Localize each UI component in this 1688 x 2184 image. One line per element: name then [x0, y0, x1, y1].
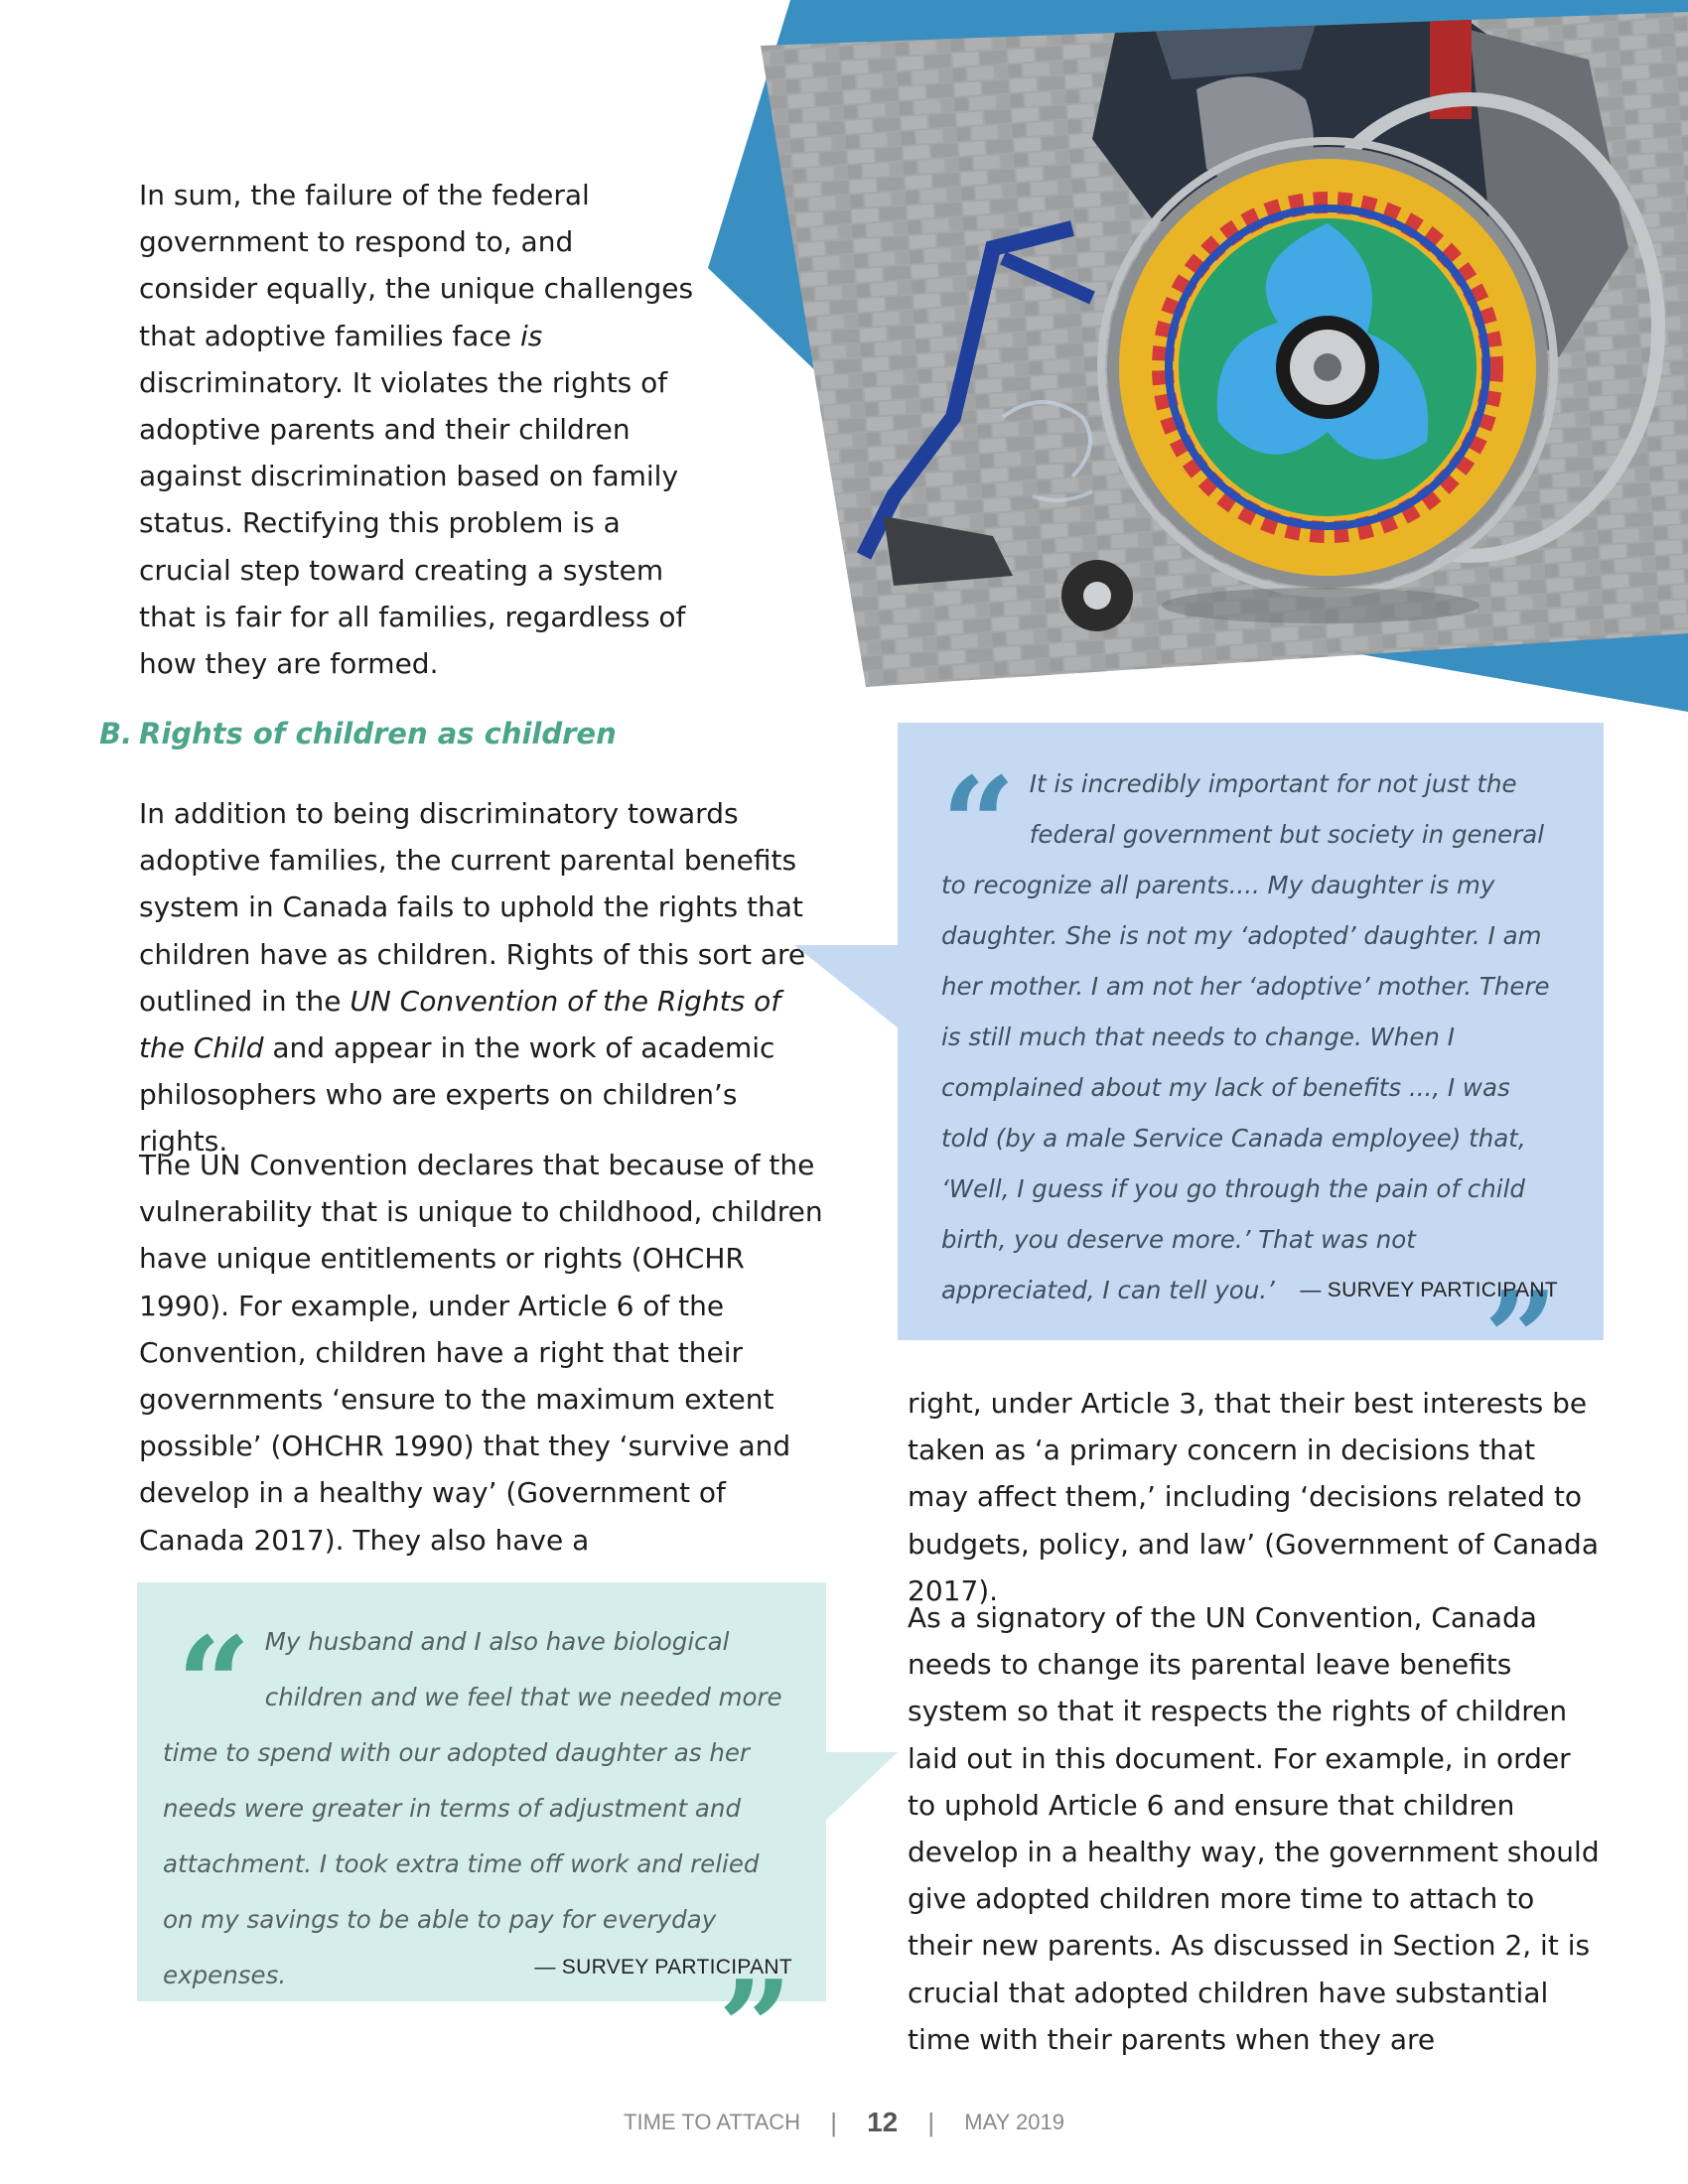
quote-body: It is incredibly important for not just the federal government but society in general to recognize all parents.... My daughter is my daughter. She is not my ‘adopted’ daughter. I am her mother. I am not her ‘adoptive’ mother. There is still much that needs to change. When I complained about my lack of benefits ..., I was told (by a male Service Canada employee) that, ‘Well, I guess if you go through the pain of child birth, you deserve more.’ That was not appreciated, I can tell you.’ [941, 769, 1550, 1304]
quote-text [941, 749, 1558, 1415]
heading-text: Rights of children as children [139, 717, 617, 751]
text-run: and appear in the work of academic philosophers who are experts on children’s rights. [139, 1031, 775, 1159]
pull-quote-blue [898, 723, 1604, 1415]
pull-quote-green [137, 1582, 826, 2104]
heading-letter: B. [99, 717, 133, 751]
page-footer [0, 2107, 1688, 2138]
emphasis-run: UN Convention of the Rights of the Child [139, 984, 781, 1065]
open-quote-icon: “ [941, 749, 1016, 900]
paragraph-signatory: As a signatory of the UN Convention, Canada needs to change its parental leave benefits system so that it respects the rights of children laid out in this document. For example, in order to uphold Article 6 and ensure that children develop in a healthy way, the government should give adopted children more time to attach to their new parents. As discussed in Section 2, it is crucial that adopted children have substantial time with their parents when they are [908, 1601, 1600, 2056]
text-run: In addition to being discriminatory towards adoptive families, the current parental benefits system in Canada fails to uphold the rights that children have as children. Rights of this sort are outlined in the [139, 797, 806, 1018]
quote-attribution: — SURVEY PARTICIPANT [534, 1956, 792, 1979]
footer-separator: | [830, 2107, 837, 2137]
quote-body: My husband and I also have biological children and we feel that we needed more time to spend with our adopted daughter as her needs were greater in terms of adjustment and attachment. I took extra time off work and relied on my savings to be able to pay for everyday expenses. [163, 1627, 782, 1989]
paragraph-summary [139, 172, 695, 687]
footer-title: TIME TO ATTACH [624, 2110, 801, 2134]
paragraph-article-3: right, under Article 3, that their best interests be taken as ‘a primary concern in decisions that may affect them,’ including ‘decisions related to budgets, policy, and law’ (Government of Canada 2017). [908, 1387, 1599, 1607]
text-run: In sum, the failure of the federal government to respond to, and consider equally, the unique challenges that adoptive families face [139, 179, 694, 352]
footer-date: MAY 2019 [964, 2110, 1064, 2134]
paragraph-rights [139, 790, 834, 1165]
emphasis-run: is [519, 319, 543, 352]
quote-attribution: — SURVEY PARTICIPANT [1300, 1279, 1558, 1301]
text-run: discriminatory. It violates the rights of adoptive parents and their children against discrimination based on family status. Rectifying this problem is a crucial step toward creating a system that is fair for all families, regardless of how they are formed. [139, 365, 686, 681]
close-quote-icon: ” [718, 1952, 792, 2104]
quote-pointer [794, 945, 904, 1032]
section-heading [99, 717, 617, 751]
open-quote-icon: “ [177, 1608, 251, 1760]
footer-separator: | [927, 2107, 935, 2137]
quote-pointer [820, 1752, 898, 1826]
quote-text [163, 1608, 792, 2104]
page-number: 12 [867, 2107, 899, 2137]
close-quote-icon: ” [1483, 1263, 1558, 1415]
paragraph-un-convention: The UN Convention declares that because of the vulnerability that is unique to childhood, children have unique entitlements or rights (OHCHR 1990). For example, under Article 6 of the Convention, children have a right that their governments ‘ensure to the maximum extent possible’ (OHCHR 1990) that they ‘survive and develop in a healthy way’ (Government of Canada 2017). They also have a [139, 1149, 823, 1557]
